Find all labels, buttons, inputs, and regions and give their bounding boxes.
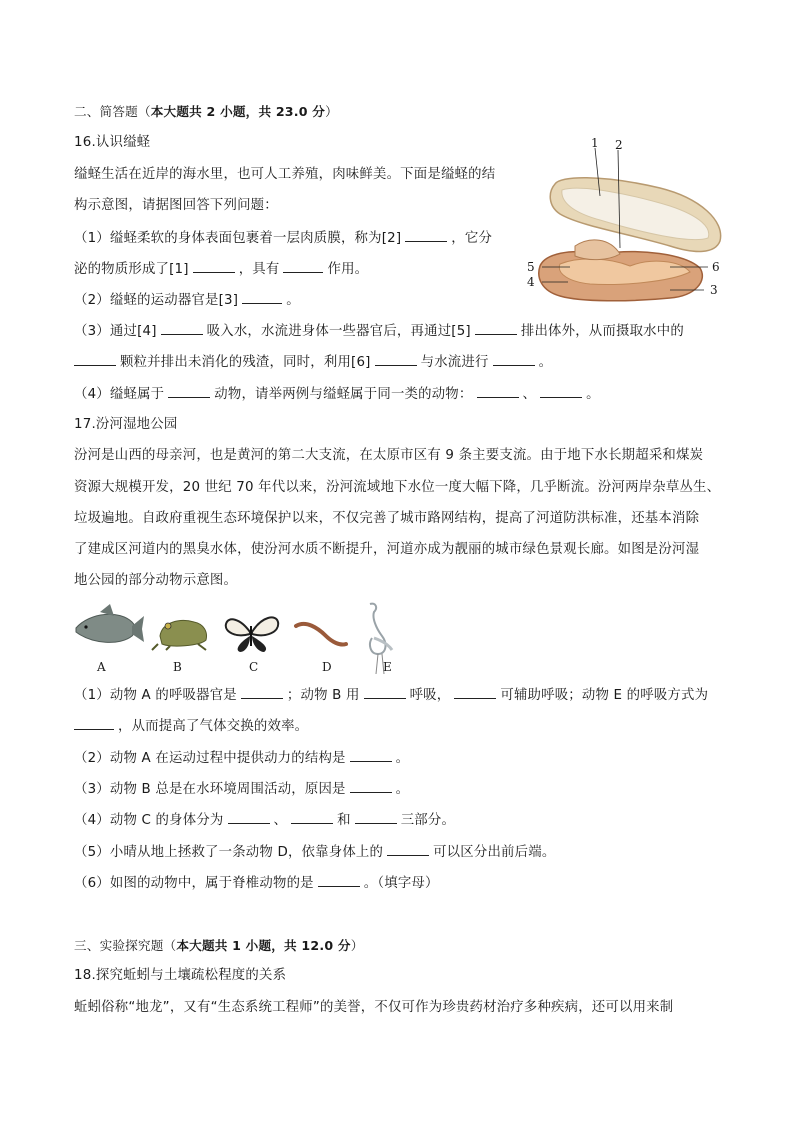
q17-part4: （4）动物 C 的身体分为 、 和 三部分。 (74, 813, 456, 828)
answer-blank[interactable] (364, 686, 406, 699)
q17-part5: （5）小晴从地上拯救了一条动物 D，依靠身体上的 可以区分出前后端。 (74, 845, 556, 860)
q17-part1-line2: ，从而提高了气体交换的效率。 (74, 717, 308, 736)
answer-blank[interactable] (355, 811, 397, 824)
animal-label-b: B (173, 660, 182, 674)
answer-blank[interactable] (242, 291, 282, 304)
section-2-header: 二、简答题（本大题共 2 小题，共 23.0 分） (74, 104, 338, 119)
answer-blank[interactable] (228, 811, 270, 824)
q16-intro-line2: 构示意图，请据图回答下列问题： (74, 198, 278, 213)
wetland-animals-figure (70, 598, 410, 678)
q18-text-line1: 蚯蚓俗称“地龙”，又有“生态系统工程师”的美誉，不仅可作为珍贵药材治疗多种疾病，还可以用来制 (74, 1000, 674, 1015)
q17-part2: （2）动物 A 在运动过程中提供动力的结构是 。 (74, 751, 410, 766)
answer-blank[interactable] (241, 686, 283, 699)
q16-part3-line2: 颗粒并排出未消化的残渣，同时，利用[6] 与水流进行 。 (74, 353, 552, 372)
animal-label-e: E (383, 660, 392, 674)
answer-blank[interactable] (74, 717, 114, 730)
q16-part1-line1: （1）缢蛏柔软的身体表面包裹着一层肉质膜，称为[2] ，它分 (74, 231, 493, 246)
q16-intro-line1: 缢蛏生活在近岸的海水里，也可人工养殖，肉味鲜美。下面是缢蛏的结 (74, 167, 496, 182)
answer-blank[interactable] (387, 843, 429, 856)
answer-blank[interactable] (193, 260, 235, 273)
answer-blank[interactable] (375, 353, 417, 366)
answer-blank[interactable] (350, 780, 392, 793)
answer-blank[interactable] (405, 229, 447, 242)
answer-blank[interactable] (318, 874, 360, 887)
q17-text-line1: 汾河是山西的母亲河，也是黄河的第二大支流，在太原市区有 9 条主要支流。由于地下水长期超采和煤炭 (74, 448, 704, 463)
q17-text-line3: 垃圾遍地。自政府重视生态环境保护以来，不仅完善了城市路网结构，提高了河道防洪标准，还基本消除 (74, 511, 700, 526)
q16-part1-line2: 泌的物质形成了[1] ，具有 作用。 (74, 262, 369, 277)
answer-blank[interactable] (477, 385, 519, 398)
fig-label-1: 1 (591, 136, 599, 150)
q17-text-line4: 了建成区河道内的黑臭水体，使汾河水质不断提升，河道亦成为靓丽的城市绿色景观长廊。如图是汾河湿 (74, 542, 700, 557)
animal-label-a: A (97, 660, 106, 674)
q18-title: 18.探究蚯蚓与土壤疏松程度的关系 (74, 968, 287, 983)
answer-blank[interactable] (161, 322, 203, 335)
answer-blank[interactable] (540, 385, 582, 398)
answer-blank[interactable] (74, 353, 116, 366)
answer-blank[interactable] (283, 260, 323, 273)
q16-part4: （4）缢蛏属于 动物，请举两例与缢蛏属于同一类的动物： 、 。 (74, 387, 600, 402)
fig-label-2: 2 (615, 138, 623, 152)
answer-blank[interactable] (350, 749, 392, 762)
q17-part1-line1: （1）动物 A 的呼吸器官是 ；动物 B 用 呼吸， 可辅助呼吸；动物 E 的呼吸方式为 (74, 688, 709, 703)
answer-blank[interactable] (454, 686, 496, 699)
fig-label-6: 6 (712, 260, 720, 274)
section-3-header: 三、实验探究题（本大题共 1 小题，共 12.0 分） (74, 938, 364, 953)
butterfly-icon (226, 617, 278, 652)
q16-part2: （2）缢蛏的运动器官是[3] 。 (74, 293, 300, 308)
answer-blank[interactable] (291, 811, 333, 824)
fish-icon (76, 604, 144, 642)
animal-label-c: C (249, 660, 259, 674)
fig-label-3: 3 (710, 283, 718, 297)
answer-blank[interactable] (475, 322, 517, 335)
answer-blank[interactable] (493, 353, 535, 366)
q17-title: 17.汾河湿地公园 (74, 417, 178, 432)
earthworm-icon (296, 624, 346, 645)
q17-part6: （6）如图的动物中，属于脊椎动物的是 。（填字母） (74, 876, 439, 891)
fig-label-5: 5 (527, 260, 535, 274)
frog-icon (152, 621, 207, 650)
q16-title: 16.认识缢蛏 (74, 135, 151, 150)
q17-part3: （3）动物 B 总是在水环境周围活动，原因是 。 (74, 782, 410, 797)
q17-text-line2: 资源大规模开发，20 世纪 70 年代以来，汾河流域地下水位一度大幅下降，几乎断流。汾河两岸杂草丛生、 (74, 480, 721, 495)
razor-clam-figure (520, 136, 725, 306)
answer-blank[interactable] (168, 385, 210, 398)
animal-label-d: D (322, 660, 332, 674)
q16-part3-line1: （3）通过[4] 吸入水，水流进身体一些器官后，再通过[5] 排出体外，从而摄取水中的 (74, 324, 684, 339)
fig-label-4: 4 (527, 275, 535, 289)
q17-text-line5: 地公园的部分动物示意图。 (74, 573, 238, 588)
